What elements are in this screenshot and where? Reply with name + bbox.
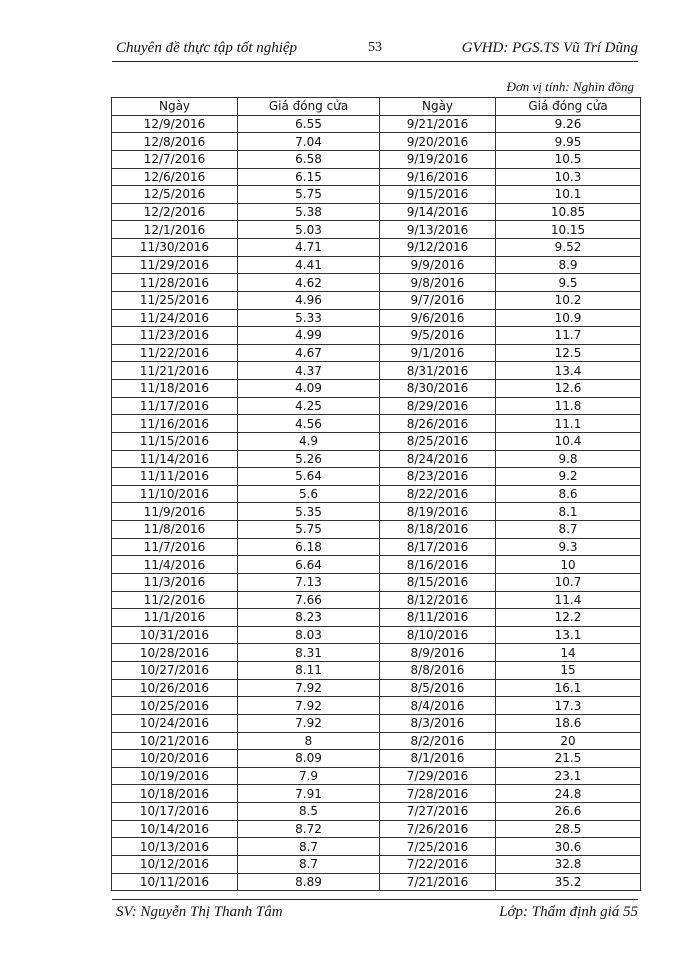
cell-date: 11/28/2016 <box>112 274 238 292</box>
table-row <box>112 397 641 415</box>
cell-closing-price: 6.55 <box>238 115 380 133</box>
cell-date: 8/15/2016 <box>380 573 496 591</box>
table-row <box>112 855 641 873</box>
cell-closing-price: 4.99 <box>238 327 380 345</box>
footer-student: SV: Nguyễn Thị Thanh Tâm <box>116 904 283 920</box>
cell-closing-price: 16.1 <box>496 679 641 697</box>
cell-date: 11/9/2016 <box>112 503 238 521</box>
cell-date: 9/15/2016 <box>380 186 496 204</box>
table-row <box>112 573 641 591</box>
cell-date: 11/7/2016 <box>112 538 238 556</box>
cell-closing-price: 5.33 <box>238 309 380 327</box>
table-row <box>112 591 641 609</box>
cell-closing-price: 8.31 <box>238 644 380 662</box>
table-row <box>112 503 641 521</box>
cell-date: 11/30/2016 <box>112 239 238 257</box>
table-row <box>112 432 641 450</box>
table-row <box>112 732 641 750</box>
table-row <box>112 556 641 574</box>
table-row <box>112 521 641 539</box>
cell-closing-price: 28.5 <box>496 820 641 838</box>
cell-closing-price: 8.7 <box>238 855 380 873</box>
cell-closing-price: 4.71 <box>238 239 380 257</box>
cell-date: 10/20/2016 <box>112 750 238 768</box>
cell-closing-price: 26.6 <box>496 803 641 821</box>
cell-closing-price: 5.75 <box>238 186 380 204</box>
cell-closing-price: 10.9 <box>496 309 641 327</box>
table-body <box>112 115 641 891</box>
cell-date: 7/25/2016 <box>380 838 496 856</box>
cell-closing-price: 9.26 <box>496 115 641 133</box>
cell-closing-price: 13.1 <box>496 626 641 644</box>
cell-date: 8/17/2016 <box>380 538 496 556</box>
cell-closing-price: 10.15 <box>496 221 641 239</box>
cell-closing-price: 7.66 <box>238 591 380 609</box>
cell-date: 9/19/2016 <box>380 150 496 168</box>
cell-date: 11/4/2016 <box>112 556 238 574</box>
cell-date: 8/26/2016 <box>380 415 496 433</box>
cell-date: 10/14/2016 <box>112 820 238 838</box>
cell-closing-price: 5.38 <box>238 203 380 221</box>
cell-closing-price: 8.72 <box>238 820 380 838</box>
cell-date: 9/7/2016 <box>380 291 496 309</box>
cell-closing-price: 14 <box>496 644 641 662</box>
cell-date: 11/10/2016 <box>112 485 238 503</box>
table-row <box>112 450 641 468</box>
cell-date: 11/29/2016 <box>112 256 238 274</box>
cell-date: 10/19/2016 <box>112 767 238 785</box>
cell-date: 7/29/2016 <box>380 767 496 785</box>
cell-closing-price: 10.2 <box>496 291 641 309</box>
table-row <box>112 239 641 257</box>
cell-date: 11/14/2016 <box>112 450 238 468</box>
cell-date: 8/1/2016 <box>380 750 496 768</box>
cell-closing-price: 5.64 <box>238 468 380 486</box>
cell-closing-price: 6.64 <box>238 556 380 574</box>
cell-closing-price: 17.3 <box>496 697 641 715</box>
table-row <box>112 626 641 644</box>
table-row <box>112 380 641 398</box>
cell-closing-price: 5.75 <box>238 521 380 539</box>
table-row <box>112 838 641 856</box>
table-row <box>112 203 641 221</box>
table-row <box>112 485 641 503</box>
cell-date: 11/23/2016 <box>112 327 238 345</box>
cell-closing-price: 5.03 <box>238 221 380 239</box>
cell-closing-price: 6.18 <box>238 538 380 556</box>
cell-date: 10/24/2016 <box>112 714 238 732</box>
cell-date: 8/2/2016 <box>380 732 496 750</box>
cell-closing-price: 8.11 <box>238 662 380 680</box>
cell-date: 9/8/2016 <box>380 274 496 292</box>
table-row <box>112 538 641 556</box>
cell-date: 8/12/2016 <box>380 591 496 609</box>
cell-closing-price: 4.67 <box>238 344 380 362</box>
cell-closing-price: 30.6 <box>496 838 641 856</box>
table-row <box>112 644 641 662</box>
header-advisor: GVHD: PGS.TS Vũ Trí Dũng <box>461 40 638 56</box>
cell-closing-price: 8.89 <box>238 873 380 891</box>
cell-closing-price: 11.8 <box>496 397 641 415</box>
table-row <box>112 767 641 785</box>
cell-date: 11/21/2016 <box>112 362 238 380</box>
cell-closing-price: 4.9 <box>238 432 380 450</box>
cell-closing-price: 7.92 <box>238 714 380 732</box>
cell-closing-price: 5.35 <box>238 503 380 521</box>
cell-date: 10/28/2016 <box>112 644 238 662</box>
table-row <box>112 344 641 362</box>
cell-closing-price: 10 <box>496 556 641 574</box>
table-row <box>112 785 641 803</box>
cell-date: 8/25/2016 <box>380 432 496 450</box>
cell-date: 7/27/2016 <box>380 803 496 821</box>
table-row <box>112 662 641 680</box>
cell-closing-price: 13.4 <box>496 362 641 380</box>
cell-closing-price: 7.92 <box>238 697 380 715</box>
column-header-date: Ngày <box>112 98 238 116</box>
cell-closing-price: 7.91 <box>238 785 380 803</box>
cell-date: 9/20/2016 <box>380 133 496 151</box>
cell-closing-price: 7.13 <box>238 573 380 591</box>
table-row <box>112 309 641 327</box>
table-row <box>112 714 641 732</box>
cell-closing-price: 8.7 <box>496 521 641 539</box>
cell-closing-price: 8.03 <box>238 626 380 644</box>
cell-date: 12/6/2016 <box>112 168 238 186</box>
cell-closing-price: 9.52 <box>496 239 641 257</box>
table-row <box>112 221 641 239</box>
table-row <box>112 168 641 186</box>
footer-class: Lớp: Thẩm định giá 55 <box>499 904 638 920</box>
cell-date: 8/4/2016 <box>380 697 496 715</box>
table-row <box>112 256 641 274</box>
table-row <box>112 327 641 345</box>
cell-date: 8/10/2016 <box>380 626 496 644</box>
cell-date: 11/24/2016 <box>112 309 238 327</box>
cell-date: 10/25/2016 <box>112 697 238 715</box>
cell-closing-price: 10.85 <box>496 203 641 221</box>
cell-date: 11/11/2016 <box>112 468 238 486</box>
cell-closing-price: 35.2 <box>496 873 641 891</box>
cell-date: 7/26/2016 <box>380 820 496 838</box>
cell-closing-price: 12.5 <box>496 344 641 362</box>
cell-date: 12/7/2016 <box>112 150 238 168</box>
cell-date: 10/21/2016 <box>112 732 238 750</box>
table-row <box>112 820 641 838</box>
cell-date: 9/9/2016 <box>380 256 496 274</box>
table-row <box>112 697 641 715</box>
cell-closing-price: 11.7 <box>496 327 641 345</box>
cell-date: 10/26/2016 <box>112 679 238 697</box>
table-row <box>112 115 641 133</box>
table-row <box>112 415 641 433</box>
table-header-row <box>112 98 641 116</box>
cell-date: 9/6/2016 <box>380 309 496 327</box>
cell-closing-price: 10.3 <box>496 168 641 186</box>
cell-closing-price: 9.8 <box>496 450 641 468</box>
cell-date: 9/12/2016 <box>380 239 496 257</box>
table-row <box>112 609 641 627</box>
cell-date: 10/17/2016 <box>112 803 238 821</box>
table-row <box>112 468 641 486</box>
cell-closing-price: 8.09 <box>238 750 380 768</box>
cell-closing-price: 4.37 <box>238 362 380 380</box>
cell-date: 8/22/2016 <box>380 485 496 503</box>
cell-closing-price: 20 <box>496 732 641 750</box>
table-row <box>112 186 641 204</box>
cell-closing-price: 4.62 <box>238 274 380 292</box>
cell-date: 12/5/2016 <box>112 186 238 204</box>
column-header-closing-price: Giá đóng cửa <box>238 98 380 116</box>
cell-closing-price: 9.5 <box>496 274 641 292</box>
cell-closing-price: 24.8 <box>496 785 641 803</box>
cell-date: 8/30/2016 <box>380 380 496 398</box>
table-row <box>112 362 641 380</box>
cell-date: 10/13/2016 <box>112 838 238 856</box>
cell-date: 11/22/2016 <box>112 344 238 362</box>
cell-closing-price: 6.15 <box>238 168 380 186</box>
cell-closing-price: 12.2 <box>496 609 641 627</box>
cell-date: 12/1/2016 <box>112 221 238 239</box>
cell-date: 11/25/2016 <box>112 291 238 309</box>
cell-date: 9/5/2016 <box>380 327 496 345</box>
cell-date: 11/2/2016 <box>112 591 238 609</box>
cell-date: 9/16/2016 <box>380 168 496 186</box>
table-row <box>112 803 641 821</box>
cell-date: 8/11/2016 <box>380 609 496 627</box>
cell-date: 8/23/2016 <box>380 468 496 486</box>
cell-closing-price: 21.5 <box>496 750 641 768</box>
cell-closing-price: 8.7 <box>238 838 380 856</box>
cell-date: 8/3/2016 <box>380 714 496 732</box>
cell-date: 11/17/2016 <box>112 397 238 415</box>
cell-closing-price: 9.2 <box>496 468 641 486</box>
cell-closing-price: 10.1 <box>496 186 641 204</box>
cell-date: 8/18/2016 <box>380 521 496 539</box>
cell-closing-price: 7.04 <box>238 133 380 151</box>
column-header-closing-price: Giá đóng cửa <box>496 98 641 116</box>
cell-date: 11/3/2016 <box>112 573 238 591</box>
cell-closing-price: 8 <box>238 732 380 750</box>
page-number: 53 <box>368 40 382 55</box>
closing-price-table <box>111 97 641 891</box>
cell-date: 11/18/2016 <box>112 380 238 398</box>
cell-date: 10/31/2016 <box>112 626 238 644</box>
cell-date: 8/31/2016 <box>380 362 496 380</box>
cell-date: 8/5/2016 <box>380 679 496 697</box>
cell-closing-price: 5.6 <box>238 485 380 503</box>
table-row <box>112 274 641 292</box>
table-row <box>112 291 641 309</box>
cell-closing-price: 8.23 <box>238 609 380 627</box>
cell-closing-price: 18.6 <box>496 714 641 732</box>
cell-date: 8/16/2016 <box>380 556 496 574</box>
cell-date: 7/28/2016 <box>380 785 496 803</box>
table-row <box>112 750 641 768</box>
cell-date: 9/13/2016 <box>380 221 496 239</box>
cell-date: 11/8/2016 <box>112 521 238 539</box>
cell-closing-price: 7.92 <box>238 679 380 697</box>
cell-closing-price: 32.8 <box>496 855 641 873</box>
cell-closing-price: 9.3 <box>496 538 641 556</box>
unit-note: Đơn vị tính: Nghìn đồng <box>506 79 634 94</box>
cell-date: 8/29/2016 <box>380 397 496 415</box>
table-row <box>112 873 641 891</box>
cell-closing-price: 23.1 <box>496 767 641 785</box>
cell-closing-price: 4.96 <box>238 291 380 309</box>
cell-date: 8/19/2016 <box>380 503 496 521</box>
cell-date: 12/2/2016 <box>112 203 238 221</box>
cell-closing-price: 9.95 <box>496 133 641 151</box>
cell-closing-price: 12.6 <box>496 380 641 398</box>
cell-closing-price: 7.9 <box>238 767 380 785</box>
page-footer <box>112 899 638 924</box>
cell-date: 10/27/2016 <box>112 662 238 680</box>
column-header-date: Ngày <box>380 98 496 116</box>
cell-closing-price: 5.26 <box>238 450 380 468</box>
cell-date: 11/16/2016 <box>112 415 238 433</box>
cell-closing-price: 11.4 <box>496 591 641 609</box>
cell-date: 11/1/2016 <box>112 609 238 627</box>
cell-closing-price: 8.5 <box>238 803 380 821</box>
cell-closing-price: 6.58 <box>238 150 380 168</box>
cell-date: 10/12/2016 <box>112 855 238 873</box>
cell-date: 8/24/2016 <box>380 450 496 468</box>
cell-date: 8/8/2016 <box>380 662 496 680</box>
header-title: Chuyên đề thực tập tốt nghiệp <box>116 40 298 56</box>
cell-closing-price: 8.6 <box>496 485 641 503</box>
cell-date: 9/21/2016 <box>380 115 496 133</box>
cell-closing-price: 4.41 <box>238 256 380 274</box>
table-row <box>112 150 641 168</box>
cell-closing-price: 11.1 <box>496 415 641 433</box>
cell-closing-price: 10.5 <box>496 150 641 168</box>
cell-closing-price: 4.09 <box>238 380 380 398</box>
cell-closing-price: 8.1 <box>496 503 641 521</box>
cell-date: 12/9/2016 <box>112 115 238 133</box>
cell-closing-price: 4.56 <box>238 415 380 433</box>
cell-closing-price: 10.7 <box>496 573 641 591</box>
cell-date: 12/8/2016 <box>112 133 238 151</box>
table-row <box>112 133 641 151</box>
table-row <box>112 679 641 697</box>
cell-date: 8/9/2016 <box>380 644 496 662</box>
cell-date: 9/14/2016 <box>380 203 496 221</box>
cell-closing-price: 4.25 <box>238 397 380 415</box>
cell-closing-price: 10.4 <box>496 432 641 450</box>
cell-date: 10/18/2016 <box>112 785 238 803</box>
cell-date: 11/15/2016 <box>112 432 238 450</box>
cell-date: 9/1/2016 <box>380 344 496 362</box>
cell-closing-price: 15 <box>496 662 641 680</box>
cell-closing-price: 8.9 <box>496 256 641 274</box>
page-header <box>112 40 638 62</box>
cell-date: 7/21/2016 <box>380 873 496 891</box>
cell-date: 7/22/2016 <box>380 855 496 873</box>
cell-date: 10/11/2016 <box>112 873 238 891</box>
